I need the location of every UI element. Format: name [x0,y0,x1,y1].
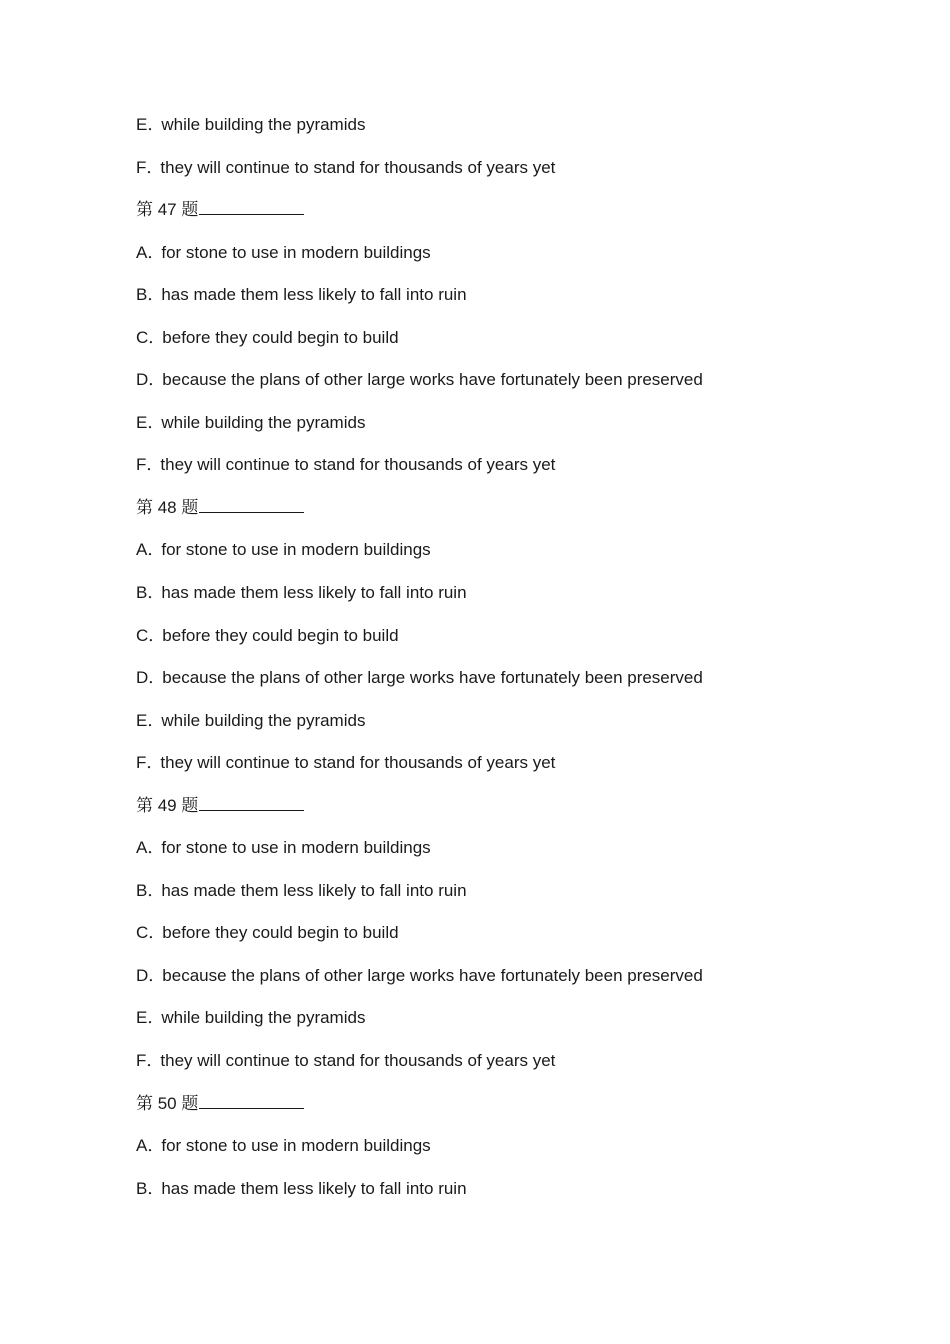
answer-blank [199,1090,304,1109]
answer-option [136,749,896,792]
option-letter: D [136,370,149,390]
option-text: for stone to use in modern buildings [161,540,431,560]
answer-option [136,579,896,622]
option-text: has made them less likely to fall into ruin [161,880,467,900]
option-letter: B [136,1178,148,1198]
option-letter: B [136,583,148,603]
option-letter: E [136,115,148,134]
answer-option [136,962,896,1005]
question-label: 第 49 题 [136,795,199,815]
option-letter: B [136,880,148,900]
answer-option [136,281,896,324]
option-text: has made them less likely to fall into ruin [161,285,467,305]
option-text: they will continue to stand for thousands of years yet [160,157,556,177]
option-letter: A [136,838,148,858]
option-separator: ． [146,455,164,475]
option-separator: ． [147,242,165,262]
answer-option [136,1175,896,1218]
option-text: while building the pyramids [161,412,366,432]
answer-option [136,707,896,750]
answer-blank [199,196,304,215]
option-separator: ． [147,412,165,432]
question-heading [136,494,896,537]
option-text: because the plans of other large works have fortunately been preserved [162,965,703,985]
answer-option [136,1047,896,1090]
option-text: because the plans of other large works have fortunately been preserved [162,370,703,390]
option-separator: ． [146,1051,164,1071]
answer-option [136,622,896,665]
question-label: 第 48 题 [136,497,199,517]
answer-option [136,664,896,707]
answer-option [136,409,896,452]
option-separator: ． [147,583,165,603]
option-letter: C [136,327,149,347]
answer-option [136,324,896,367]
option-separator: ． [146,753,164,773]
option-text: they will continue to stand for thousands of years yet [160,1051,556,1071]
answer-option [136,111,896,154]
question-heading [136,1090,896,1133]
option-separator: ． [147,710,165,730]
option-separator: ． [148,923,166,943]
question-label: 第 50 题 [136,1093,199,1113]
option-text: because the plans of other large works have fortunately been preserved [162,668,703,688]
answer-blank [199,494,304,513]
option-text: for stone to use in modern buildings [161,838,431,858]
answer-blank [199,792,304,811]
option-text: before they could begin to build [162,625,399,645]
option-separator: ． [147,285,165,305]
answer-option [136,154,896,197]
option-text: they will continue to stand for thousands of years yet [160,455,556,475]
option-letter: C [136,625,149,645]
question-label: 第 47 题 [136,200,199,220]
option-letter: B [136,285,148,305]
option-separator: ． [147,838,165,858]
option-text: for stone to use in modern buildings [161,1136,431,1156]
option-separator: ． [148,327,166,347]
option-letter: F [136,157,147,177]
answer-option [136,536,896,579]
option-text: while building the pyramids [161,710,366,730]
option-separator: ． [147,1008,165,1028]
option-separator: ． [148,668,166,688]
option-letter: A [136,242,148,262]
option-letter: D [136,965,149,985]
answer-option [136,1132,896,1175]
option-letter: E [136,710,148,730]
option-text: has made them less likely to fall into ruin [161,583,467,603]
document-page [136,111,896,1217]
answer-option [136,366,896,409]
answer-option [136,877,896,920]
option-letter: C [136,923,149,943]
option-text: for stone to use in modern buildings [161,242,431,262]
option-separator: ． [147,1136,165,1156]
option-letter: D [136,668,149,688]
option-letter: E [136,412,148,432]
option-letter: A [136,540,148,560]
option-letter: F [136,455,147,475]
answer-option [136,834,896,877]
option-text: before they could begin to build [162,327,399,347]
option-text: while building the pyramids [161,115,366,134]
answer-option [136,451,896,494]
option-text: they will continue to stand for thousands of years yet [160,753,556,773]
option-text: while building the pyramids [161,1008,366,1028]
option-separator: ． [148,370,166,390]
option-separator: ． [147,115,165,134]
option-separator: ． [148,965,166,985]
option-separator: ． [148,625,166,645]
question-heading [136,196,896,239]
option-letter: F [136,1051,147,1071]
option-letter: A [136,1136,148,1156]
answer-option [136,1004,896,1047]
option-text: has made them less likely to fall into ruin [161,1178,467,1198]
option-separator: ． [147,880,165,900]
option-separator: ． [146,157,164,177]
option-letter: F [136,753,147,773]
question-heading [136,792,896,835]
option-separator: ． [147,540,165,560]
option-text: before they could begin to build [162,923,399,943]
answer-option [136,239,896,282]
answer-option [136,919,896,962]
option-separator: ． [147,1178,165,1198]
option-letter: E [136,1008,148,1028]
